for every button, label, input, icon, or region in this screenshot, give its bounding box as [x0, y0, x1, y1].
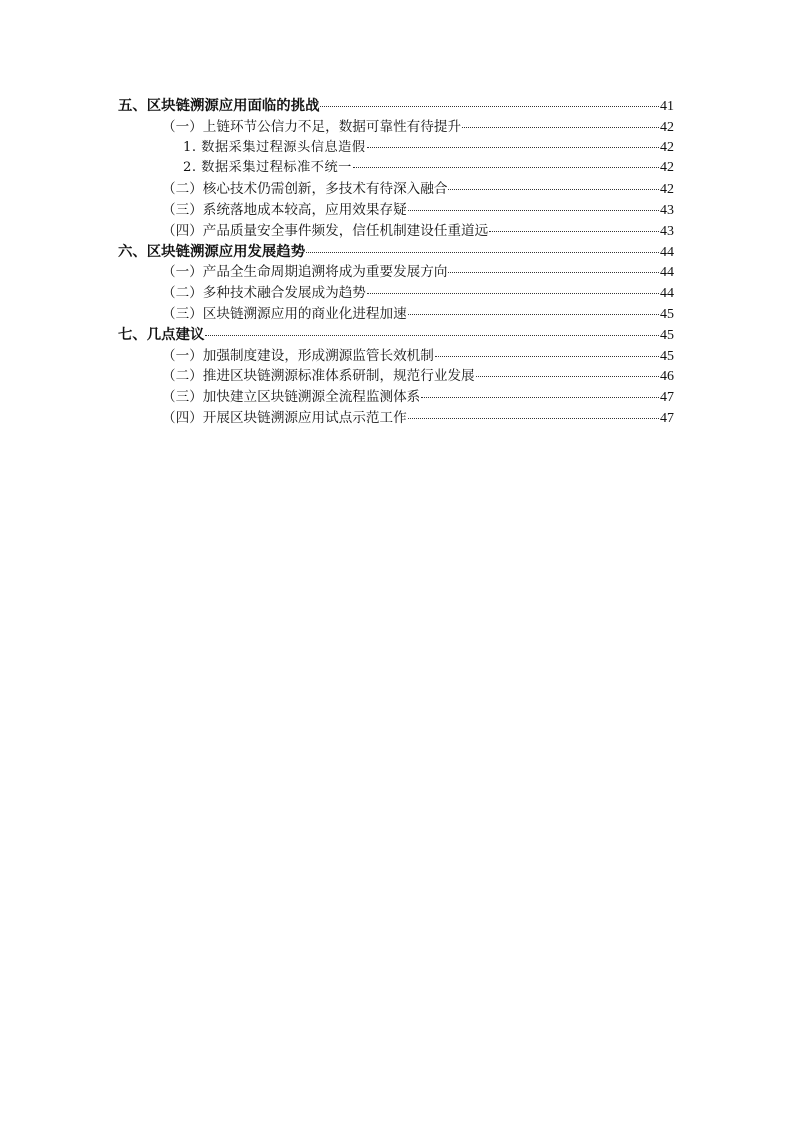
toc-dot-leader: [408, 314, 659, 315]
toc-dot-leader: [435, 356, 659, 357]
toc-entry-title: 1. 数据采集过程源头信息造假: [183, 139, 366, 155]
toc-entry[interactable]: [118, 387, 674, 408]
toc-dot-leader: [408, 210, 659, 211]
toc-dot-leader: [448, 272, 659, 273]
toc-entry[interactable]: [118, 325, 674, 346]
toc-entry[interactable]: [118, 242, 674, 263]
toc-entry-page: 43: [660, 202, 674, 218]
toc-entry[interactable]: [118, 262, 674, 283]
toc-entry-title: （二）多种技术融合发展成为趋势: [162, 285, 366, 302]
toc-entry-title: （一）上链环节公信力不足，数据可靠性有待提升: [162, 118, 462, 135]
toc-entry[interactable]: [118, 179, 674, 200]
toc-entry-title: （一）产品全生命周期追溯将成为重要发展方向: [162, 264, 448, 281]
toc-entry-title: 2. 数据采集过程标准不统一: [183, 160, 352, 176]
toc-dot-leader: [408, 418, 659, 419]
toc-entry[interactable]: [118, 200, 674, 221]
toc-entry-title: （二）推进区块链溯源标准体系研制，规范行业发展: [162, 368, 475, 385]
toc-entry-title: 六、区块链溯源应用发展趋势: [118, 243, 306, 260]
toc-entry-title: （二）核心技术仍需创新，多技术有待深入融合: [162, 181, 448, 198]
toc-entry-page: 42: [660, 139, 674, 155]
toc-entry-title: 七、几点建议: [118, 326, 205, 343]
toc-entry-page: 47: [660, 390, 674, 406]
toc-dot-leader: [306, 252, 659, 253]
toc-dot-leader: [367, 147, 659, 148]
toc-entry-page: 42: [660, 119, 674, 135]
toc-entry[interactable]: [118, 96, 674, 117]
toc-entry-title: （四）开展区块链溯源应用试点示范工作: [162, 409, 407, 426]
toc-entry-page: 43: [660, 223, 674, 239]
toc-dot-leader: [205, 335, 659, 336]
toc-entry[interactable]: [118, 408, 674, 429]
toc-dot-leader: [367, 293, 659, 294]
toc-dot-leader: [320, 106, 659, 107]
toc-entry-page: 45: [660, 327, 674, 343]
toc-entry-title: （一）加强制度建设，形成溯源监管长效机制: [162, 347, 434, 364]
toc-dot-leader: [462, 127, 659, 128]
toc-dot-leader: [448, 189, 659, 190]
toc-entry[interactable]: [118, 221, 674, 242]
toc-entry[interactable]: [118, 117, 674, 138]
toc-entry[interactable]: [118, 138, 674, 159]
toc-entry-page: 46: [660, 369, 674, 385]
toc-dot-leader: [489, 231, 659, 232]
toc-entry[interactable]: [118, 158, 674, 179]
table-of-contents: [118, 96, 674, 429]
toc-entry-page: 44: [660, 286, 674, 302]
toc-entry-title: （四）产品质量安全事件频发，信任机制建设任重道远: [162, 222, 489, 239]
toc-entry[interactable]: [118, 283, 674, 304]
toc-entry-page: 45: [660, 348, 674, 364]
toc-entry-page: 47: [660, 410, 674, 426]
toc-entry-title: 五、区块链溯源应用面临的挑战: [118, 98, 320, 114]
toc-entry-title: （三）系统落地成本较高，应用效果存疑: [162, 201, 407, 218]
toc-entry-page: 44: [660, 265, 674, 281]
toc-entry[interactable]: [118, 346, 674, 367]
toc-dot-leader: [421, 397, 659, 398]
toc-entry-page: 42: [660, 160, 674, 176]
toc-entry-title: （三）区块链溯源应用的商业化进程加速: [162, 305, 407, 322]
toc-dot-leader: [353, 167, 659, 168]
toc-entry-title: （三）加快建立区块链溯源全流程监测体系: [162, 389, 421, 406]
toc-entry-page: 41: [660, 99, 674, 114]
toc-dot-leader: [476, 376, 659, 377]
toc-entry-page: 44: [660, 244, 674, 260]
toc-entry-page: 42: [660, 182, 674, 198]
toc-entry[interactable]: [118, 366, 674, 387]
toc-entry-page: 45: [660, 306, 674, 322]
toc-entry[interactable]: [118, 304, 674, 325]
